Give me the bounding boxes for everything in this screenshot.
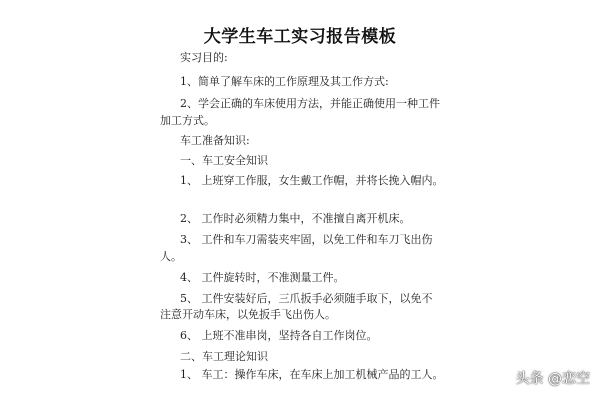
subsection-safety-heading: 一、车工安全知识 — [180, 154, 268, 167]
safety-item-3: 3、 工件和车刀需装夹牢固，以免工件和车刀飞出伤 — [180, 233, 433, 246]
safety-item-3-continued: 人。 — [160, 250, 182, 263]
safety-item-1: 1、 上班穿工作服，女生戴工作帽，并将长挽入帽内。 — [180, 174, 444, 187]
purpose-item-2-continued: 加工方式。 — [160, 114, 215, 127]
safety-item-4: 4、 工件旋转时，不准测量工件。 — [180, 271, 345, 284]
theory-item-1: 1、 车工：操作车床，在车床上加工机械产品的工人。 — [180, 368, 444, 381]
watermark — [516, 368, 590, 388]
subsection-theory-heading: 二、车工理论知识 — [180, 350, 268, 363]
safety-item-5-continued: 注意开动车床，以免扳手飞出伤人。 — [160, 308, 336, 321]
section-preparation-heading: 车工准备知识: — [180, 134, 250, 147]
watermark-text: 头条 @恋空 — [515, 371, 590, 387]
document-title: 大学生车工实习报告模板 — [203, 27, 397, 47]
safety-item-5: 5、 工件安装好后，三爪扳手必须随手取下，以免不 — [180, 292, 433, 305]
safety-item-6: 6、 上班不准串岗，坚持各自工作岗位。 — [180, 329, 378, 342]
section-purpose-heading: 实习目的: — [180, 51, 228, 64]
purpose-item-1: 1、简单了解车床的工作原理及其工作方式: — [180, 75, 389, 88]
purpose-item-2: 2、学会正确的车床使用方法，并能正确使用一种工件 — [180, 97, 440, 110]
safety-item-2: 2、 工作时必须精力集中，不准擅自离开机床。 — [180, 212, 411, 225]
